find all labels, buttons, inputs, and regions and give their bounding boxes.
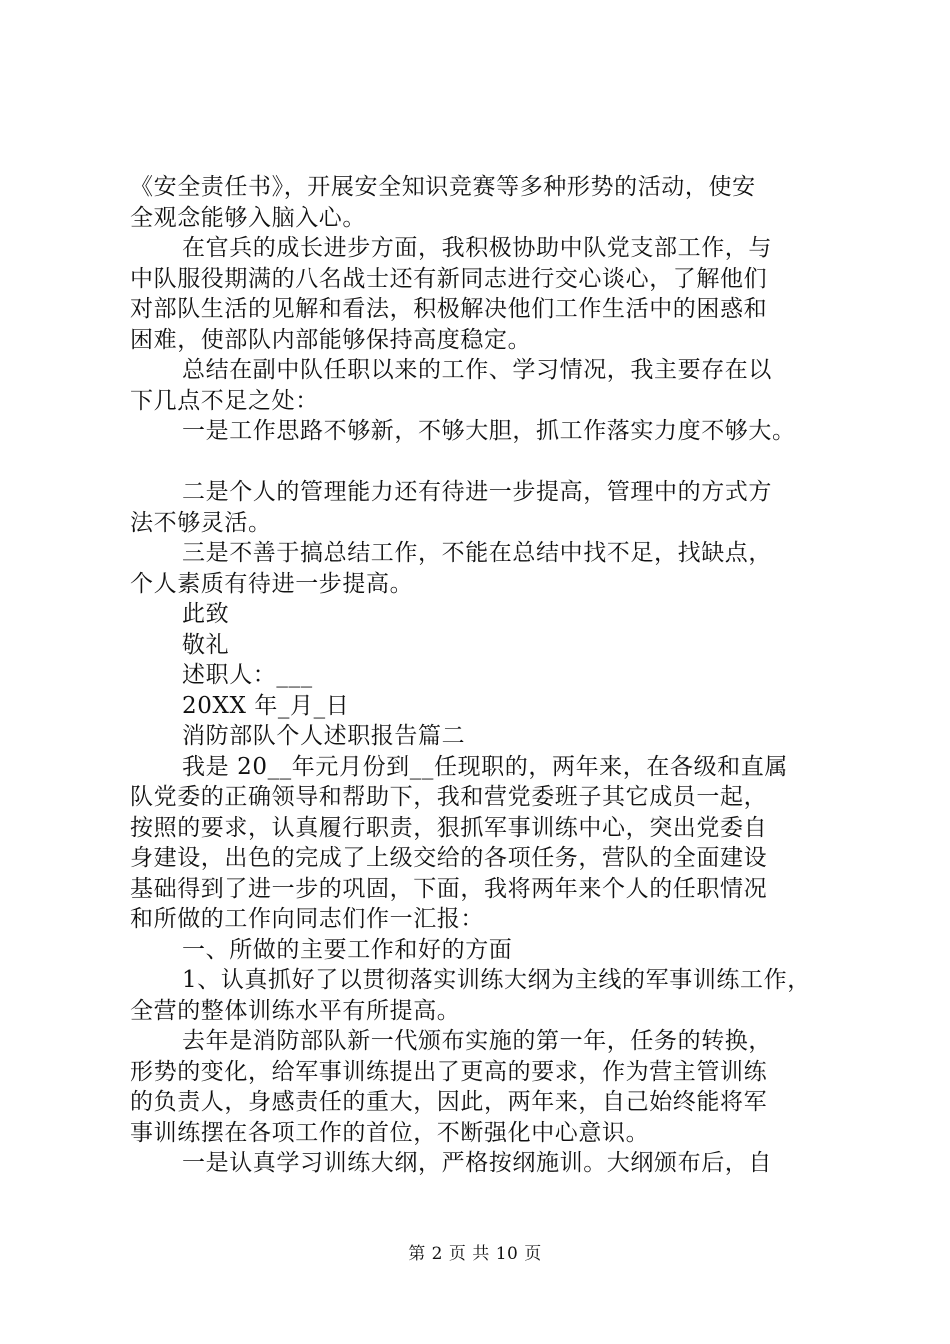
text-line: 三是不善于搞总结工作，不能在总结中找不足，找缺点，	[182, 540, 772, 566]
text-line: 全观念能够入脑入心。	[130, 204, 366, 231]
text-line: 二是个人的管理能力还有待进一步提高，管理中的方式方	[182, 479, 772, 505]
text-line: 去年是消防部队新一代颁布实施的第一年，任务的转换，	[182, 1028, 772, 1054]
text-line: 法不够灵活。	[130, 509, 272, 536]
date-line: 20XX 年_月_日	[182, 692, 350, 719]
text-line: 按照的要求，认真履行职责，狠抓军事训练中心，突出党委自	[130, 814, 768, 841]
text-line: 对部队生活的见解和看法，积极解决他们工作生活中的困惑和	[130, 296, 768, 322]
text-line: 和所做的工作向同志们作一汇报：	[130, 906, 484, 932]
subsection-heading: 一、所做的主要工作和好的方面	[182, 936, 513, 963]
text-line: 1、认真抓好了以贯彻落实训练大纲为主线的军事训练工作，	[182, 967, 811, 993]
text-line: 个人素质有待进一步提高。	[130, 570, 414, 597]
text-line: 全营的整体训练水平有所提高。	[130, 997, 461, 1024]
text-line: 中队服役期满的八名战士还有新同志进行交心谈心，了解他们	[130, 265, 768, 292]
text-line: 在官兵的成长进步方面，我积极协助中队党支部工作，与	[182, 235, 772, 261]
text-line: 下几点不足之处：	[130, 387, 319, 414]
text-line: 队党委的正确领导和帮助下，我和营党委班子其它成员一起，	[130, 784, 768, 810]
text-line: 的负责人，身感责任的重大，因此，两年来，自己始终能将军	[130, 1089, 768, 1115]
text-line: 形势的变化，给军事训练提出了更高的要求，作为营主管训练	[130, 1058, 768, 1085]
closing-salutation: 此致	[182, 601, 230, 627]
signature-line: 述职人：___	[182, 662, 313, 688]
page-number-footer: 第 2 页 共 10 页	[408, 1244, 542, 1264]
text-line: 困难，使部队内部能够保持高度稳定。	[130, 326, 532, 353]
blank-line	[130, 447, 840, 478]
text-line: 总结在副中队任职以来的工作、学习情况，我主要存在以	[182, 357, 772, 383]
text-line: 一是工作思路不够新，不够大胆，抓工作落实力度不够大。	[182, 418, 796, 444]
text-line: 我是 20__年元月份到__任现职的，两年来，在各级和直属	[182, 753, 788, 780]
document-body	[130, 172, 840, 1179]
closing-salutation: 敬礼	[182, 631, 230, 658]
section-heading: 消防部队个人述职报告篇二	[182, 723, 466, 749]
text-line: 一是认真学习训练大纲，严格按纲施训。大纲颁布后，自	[182, 1150, 772, 1176]
text-line: 身建设，出色的完成了上级交给的各项任务，营队的全面建设	[130, 845, 768, 871]
text-line: 《安全责任书》，开展安全知识竞赛等多种形势的活动，使安	[130, 174, 756, 200]
text-line: 事训练摆在各项工作的首位，不断强化中心意识。	[130, 1119, 650, 1146]
text-line: 基础得到了进一步的巩固，下面，我将两年来个人的任职情况	[130, 875, 768, 902]
